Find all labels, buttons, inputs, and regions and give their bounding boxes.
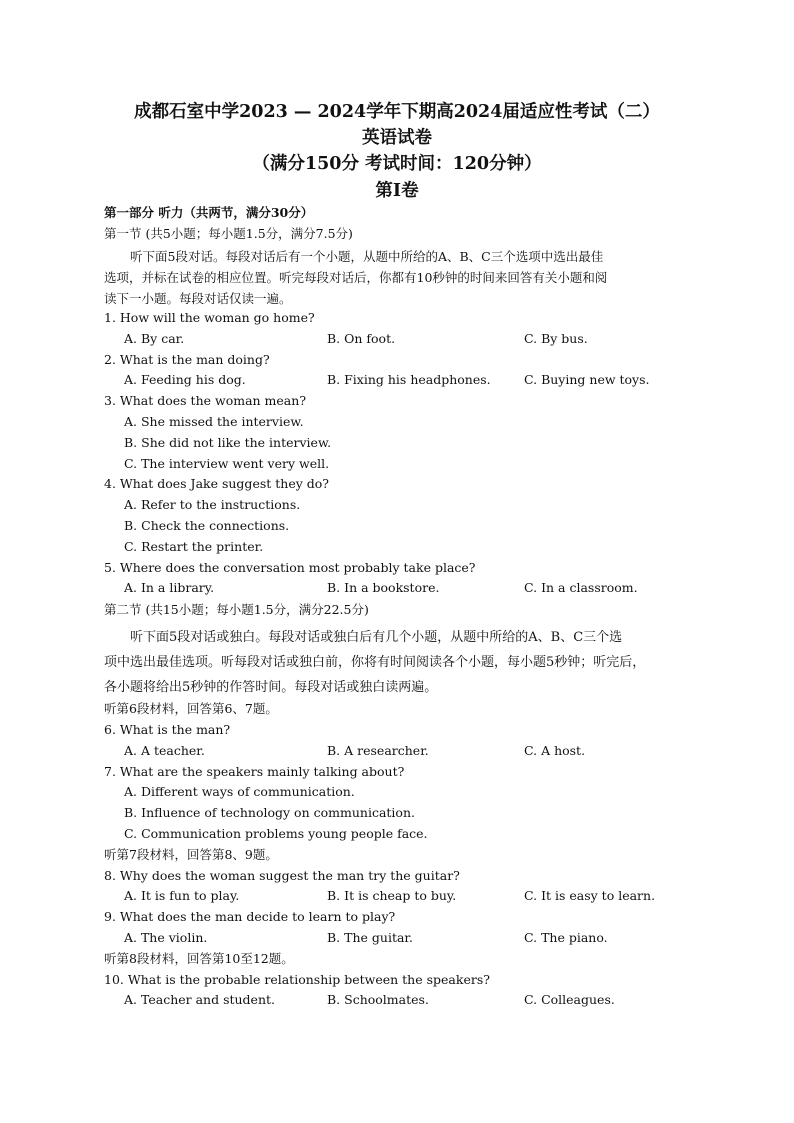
option-b: B. Check the connections. [124, 518, 290, 533]
question-stem: 9. What does the man decide to learn to play? [104, 909, 396, 924]
instruction-line: 选项，并标在试卷的相应位置。听完每段对话后，你都有10秒钟的时间来回答有关小题和阅 [104, 270, 608, 285]
option-c: C. The piano. [524, 930, 608, 945]
exam-title: 成都石室中学2023 — 2024学年下期高2024届适应性考试（二） [134, 102, 660, 122]
option-b: B. A researcher. [327, 743, 429, 758]
instruction-line: 各小题将给出5秒钟的作答时间。每段对话或独白读两遍。 [104, 680, 438, 695]
material-note: 听第6段材料，回答第6、7题。 [104, 701, 278, 716]
instruction-line: 读下一小题。每段对话仅读一遍。 [104, 291, 292, 306]
part1-heading: 第一部分 听力（共两节，满分30分） [104, 205, 314, 220]
option-c: C. In a classroom. [524, 580, 638, 595]
option-a: A. Feeding his dog. [124, 372, 246, 387]
option-a: A. The violin. [124, 930, 208, 945]
section1-instructions [104, 246, 692, 309]
option-b: B. She did not like the interview. [124, 435, 332, 450]
subject-title: 英语试卷 [362, 128, 432, 148]
option-b: B. On foot. [327, 331, 396, 346]
option-a: A. In a library. [124, 580, 215, 595]
score-time-line: （满分150分 考试时间：120分钟） [252, 154, 542, 174]
option-b: B. In a bookstore. [327, 580, 440, 595]
question-stem: 2. What is the man doing? [104, 352, 270, 367]
question-stem: 4. What does Jake suggest they do? [104, 476, 329, 491]
option-a: A. By car. [124, 331, 185, 346]
option-b: B. It is cheap to buy. [327, 888, 457, 903]
section2-heading: 第二节 (共15小题；每小题1.5分，满分22.5分) [104, 602, 369, 617]
option-a: A. She missed the interview. [124, 414, 304, 429]
question-stem: 7. What are the speakers mainly talking about? [104, 764, 405, 779]
option-b: B. Schoolmates. [327, 992, 429, 1007]
option-b: B. Fixing his headphones. [327, 372, 491, 387]
option-a: A. A teacher. [124, 743, 205, 758]
instruction-line: 项中选出最佳选项。听每段对话或独白前，你将有时间阅读各个小题，每小题5秒钟；听完后， [104, 655, 646, 670]
option-c: C. By bus. [524, 331, 588, 346]
option-b: B. Influence of technology on communication. [124, 805, 415, 820]
option-c: C. A host. [524, 743, 586, 758]
section2-instructions [104, 625, 692, 700]
option-c: C. Buying new toys. [524, 372, 650, 387]
option-c: C. The interview went very well. [124, 456, 330, 471]
section1-heading: 第一节 (共5小题；每小题1.5分，满分7.5分) [104, 226, 353, 241]
instruction-line: 听下面5段对话。每段对话后有一个小题，从题中所给的A、B、C三个选项中选出最佳 [130, 249, 604, 264]
option-a: A. Teacher and student. [124, 992, 276, 1007]
question-stem: 5. Where does the conversation most probably take place? [104, 560, 476, 575]
option-c: C. Communication problems young people face. [124, 826, 428, 841]
instruction-line: 听下面5段对话或独白。每段对话或独白后有几个小题，从题中所给的A、B、C三个选 [130, 630, 623, 645]
option-c: C. Colleagues. [524, 992, 615, 1007]
option-c: C. Restart the printer. [124, 539, 264, 554]
question-stem: 3. What does the woman mean? [104, 393, 307, 408]
option-c: C. It is easy to learn. [524, 888, 656, 903]
question-stem: 10. What is the probable relationship between the speakers? [104, 972, 490, 987]
volume-title: 第I卷 [375, 181, 419, 201]
option-a: A. Different ways of communication. [124, 784, 355, 799]
question-stem: 1. How will the woman go home? [104, 310, 315, 325]
question-stem: 6. What is the man? [104, 722, 231, 737]
option-a: A. It is fun to play. [124, 888, 240, 903]
material-note: 听第8段材料，回答第10至12题。 [104, 951, 294, 966]
option-a: A. Refer to the instructions. [124, 497, 301, 512]
material-note: 听第7段材料，回答第8、9题。 [104, 847, 278, 862]
question-stem: 8. Why does the woman suggest the man try the guitar? [104, 868, 460, 883]
option-b: B. The guitar. [327, 930, 413, 945]
